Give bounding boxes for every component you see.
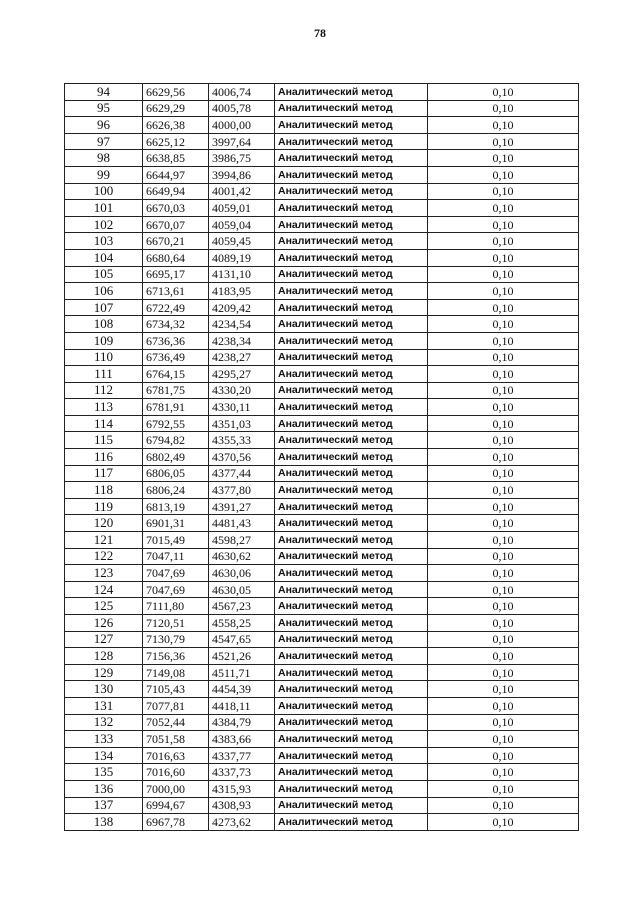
accuracy-cell: 0,10 <box>428 797 579 814</box>
y-coordinate-cell: 4391,27 <box>209 498 275 515</box>
table-row <box>65 498 579 515</box>
x-coordinate-cell: 6813,19 <box>143 498 209 515</box>
accuracy-cell: 0,10 <box>428 117 579 134</box>
table-row <box>65 216 579 233</box>
method-cell: Аналитический метод <box>275 565 428 582</box>
point-number-cell: 95 <box>65 100 143 117</box>
table-row <box>65 432 579 449</box>
method-cell: Аналитический метод <box>275 515 428 532</box>
table-row <box>65 200 579 217</box>
accuracy-cell: 0,10 <box>428 780 579 797</box>
point-number-cell: 137 <box>65 797 143 814</box>
point-number-cell: 104 <box>65 249 143 266</box>
method-cell: Аналитический метод <box>275 382 428 399</box>
table-row <box>65 249 579 266</box>
table-row <box>65 780 579 797</box>
x-coordinate-cell: 6901,31 <box>143 515 209 532</box>
y-coordinate-cell: 4567,23 <box>209 598 275 615</box>
accuracy-cell: 0,10 <box>428 498 579 515</box>
accuracy-cell: 0,10 <box>428 283 579 300</box>
method-cell: Аналитический метод <box>275 283 428 300</box>
y-coordinate-cell: 4630,06 <box>209 565 275 582</box>
table-row <box>65 465 579 482</box>
point-number-cell: 97 <box>65 133 143 150</box>
point-number-cell: 113 <box>65 399 143 416</box>
accuracy-cell: 0,10 <box>428 84 579 101</box>
accuracy-cell: 0,10 <box>428 382 579 399</box>
y-coordinate-cell: 4131,10 <box>209 266 275 283</box>
point-number-cell: 135 <box>65 764 143 781</box>
accuracy-cell: 0,10 <box>428 465 579 482</box>
method-cell: Аналитический метод <box>275 548 428 565</box>
x-coordinate-cell: 6670,03 <box>143 200 209 217</box>
table-row <box>65 681 579 698</box>
method-cell: Аналитический метод <box>275 316 428 333</box>
x-coordinate-cell: 7047,69 <box>143 581 209 598</box>
method-cell: Аналитический метод <box>275 200 428 217</box>
method-cell: Аналитический метод <box>275 216 428 233</box>
accuracy-cell: 0,10 <box>428 249 579 266</box>
method-cell: Аналитический метод <box>275 764 428 781</box>
method-cell: Аналитический метод <box>275 366 428 383</box>
point-number-cell: 127 <box>65 631 143 648</box>
method-cell: Аналитический метод <box>275 581 428 598</box>
x-coordinate-cell: 6806,05 <box>143 465 209 482</box>
accuracy-cell: 0,10 <box>428 515 579 532</box>
accuracy-cell: 0,10 <box>428 216 579 233</box>
y-coordinate-cell: 4001,42 <box>209 183 275 200</box>
point-number-cell: 134 <box>65 747 143 764</box>
y-coordinate-cell: 4308,93 <box>209 797 275 814</box>
accuracy-cell: 0,10 <box>428 399 579 416</box>
x-coordinate-cell: 6629,29 <box>143 100 209 117</box>
accuracy-cell: 0,10 <box>428 747 579 764</box>
point-number-cell: 126 <box>65 615 143 632</box>
accuracy-cell: 0,10 <box>428 449 579 466</box>
x-coordinate-cell: 7016,63 <box>143 747 209 764</box>
point-number-cell: 105 <box>65 266 143 283</box>
point-number-cell: 117 <box>65 465 143 482</box>
table-row <box>65 631 579 648</box>
x-coordinate-cell: 7015,49 <box>143 532 209 549</box>
point-number-cell: 121 <box>65 532 143 549</box>
accuracy-cell: 0,10 <box>428 681 579 698</box>
method-cell: Аналитический метод <box>275 648 428 665</box>
table-row <box>65 233 579 250</box>
y-coordinate-cell: 4418,11 <box>209 697 275 714</box>
accuracy-cell: 0,10 <box>428 183 579 200</box>
table-row <box>65 133 579 150</box>
accuracy-cell: 0,10 <box>428 764 579 781</box>
x-coordinate-cell: 6625,12 <box>143 133 209 150</box>
method-cell: Аналитический метод <box>275 449 428 466</box>
point-number-cell: 131 <box>65 697 143 714</box>
accuracy-cell: 0,10 <box>428 814 579 831</box>
point-number-cell: 111 <box>65 366 143 383</box>
y-coordinate-cell: 4547,65 <box>209 631 275 648</box>
table-row <box>65 814 579 831</box>
y-coordinate-cell: 4273,62 <box>209 814 275 831</box>
method-cell: Аналитический метод <box>275 714 428 731</box>
y-coordinate-cell: 4005,78 <box>209 100 275 117</box>
accuracy-cell: 0,10 <box>428 598 579 615</box>
table-row <box>65 581 579 598</box>
y-coordinate-cell: 3997,64 <box>209 133 275 150</box>
table-row <box>65 532 579 549</box>
y-coordinate-cell: 4238,34 <box>209 332 275 349</box>
page-number: 78 <box>314 26 326 40</box>
y-coordinate-cell: 4337,73 <box>209 764 275 781</box>
y-coordinate-cell: 4454,39 <box>209 681 275 698</box>
x-coordinate-cell: 6736,36 <box>143 332 209 349</box>
x-coordinate-cell: 7052,44 <box>143 714 209 731</box>
x-coordinate-cell: 7105,43 <box>143 681 209 698</box>
x-coordinate-cell: 7000,00 <box>143 780 209 797</box>
accuracy-cell: 0,10 <box>428 664 579 681</box>
y-coordinate-cell: 3994,86 <box>209 166 275 183</box>
point-number-cell: 120 <box>65 515 143 532</box>
accuracy-cell: 0,10 <box>428 615 579 632</box>
table-row <box>65 349 579 366</box>
x-coordinate-cell: 7156,36 <box>143 648 209 665</box>
table-row <box>65 84 579 101</box>
y-coordinate-cell: 4059,45 <box>209 233 275 250</box>
point-number-cell: 103 <box>65 233 143 250</box>
method-cell: Аналитический метод <box>275 780 428 797</box>
table-row <box>65 117 579 134</box>
method-cell: Аналитический метод <box>275 133 428 150</box>
table-row <box>65 166 579 183</box>
method-cell: Аналитический метод <box>275 399 428 416</box>
point-number-cell: 114 <box>65 415 143 432</box>
point-number-cell: 107 <box>65 299 143 316</box>
accuracy-cell: 0,10 <box>428 565 579 582</box>
table-row <box>65 714 579 731</box>
point-number-cell: 132 <box>65 714 143 731</box>
table-row <box>65 299 579 316</box>
accuracy-cell: 0,10 <box>428 548 579 565</box>
method-cell: Аналитический метод <box>275 249 428 266</box>
method-cell: Аналитический метод <box>275 150 428 167</box>
table-row <box>65 399 579 416</box>
table-row <box>65 548 579 565</box>
table-row <box>65 697 579 714</box>
method-cell: Аналитический метод <box>275 465 428 482</box>
y-coordinate-cell: 4630,05 <box>209 581 275 598</box>
point-number-cell: 102 <box>65 216 143 233</box>
point-number-cell: 112 <box>65 382 143 399</box>
point-number-cell: 94 <box>65 84 143 101</box>
method-cell: Аналитический метод <box>275 299 428 316</box>
y-coordinate-cell: 4383,66 <box>209 731 275 748</box>
x-coordinate-cell: 6806,24 <box>143 482 209 499</box>
point-number-cell: 119 <box>65 498 143 515</box>
table-row <box>65 598 579 615</box>
method-cell: Аналитический метод <box>275 183 428 200</box>
point-number-cell: 96 <box>65 117 143 134</box>
x-coordinate-cell: 6695,17 <box>143 266 209 283</box>
point-number-cell: 129 <box>65 664 143 681</box>
point-number-cell: 109 <box>65 332 143 349</box>
table-row <box>65 648 579 665</box>
y-coordinate-cell: 4059,04 <box>209 216 275 233</box>
table-row <box>65 565 579 582</box>
x-coordinate-cell: 7130,79 <box>143 631 209 648</box>
y-coordinate-cell: 4006,74 <box>209 84 275 101</box>
x-coordinate-cell: 6713,61 <box>143 283 209 300</box>
method-cell: Аналитический метод <box>275 415 428 432</box>
point-number-cell: 128 <box>65 648 143 665</box>
table-row <box>65 150 579 167</box>
method-cell: Аналитический метод <box>275 349 428 366</box>
accuracy-cell: 0,10 <box>428 266 579 283</box>
coordinates-table-body <box>65 84 579 831</box>
accuracy-cell: 0,10 <box>428 233 579 250</box>
y-coordinate-cell: 4183,95 <box>209 283 275 300</box>
y-coordinate-cell: 4598,27 <box>209 532 275 549</box>
y-coordinate-cell: 4511,71 <box>209 664 275 681</box>
method-cell: Аналитический метод <box>275 697 428 714</box>
x-coordinate-cell: 6967,78 <box>143 814 209 831</box>
method-cell: Аналитический метод <box>275 432 428 449</box>
y-coordinate-cell: 4384,79 <box>209 714 275 731</box>
point-number-cell: 106 <box>65 283 143 300</box>
table-row <box>65 797 579 814</box>
x-coordinate-cell: 7077,81 <box>143 697 209 714</box>
table-row <box>65 183 579 200</box>
accuracy-cell: 0,10 <box>428 100 579 117</box>
method-cell: Аналитический метод <box>275 117 428 134</box>
accuracy-cell: 0,10 <box>428 731 579 748</box>
accuracy-cell: 0,10 <box>428 532 579 549</box>
point-number-cell: 100 <box>65 183 143 200</box>
y-coordinate-cell: 4295,27 <box>209 366 275 383</box>
method-cell: Аналитический метод <box>275 681 428 698</box>
x-coordinate-cell: 7016,60 <box>143 764 209 781</box>
table-row <box>65 615 579 632</box>
table-row <box>65 449 579 466</box>
table-row <box>65 100 579 117</box>
x-coordinate-cell: 7051,58 <box>143 731 209 748</box>
point-number-cell: 108 <box>65 316 143 333</box>
method-cell: Аналитический метод <box>275 747 428 764</box>
x-coordinate-cell: 6629,56 <box>143 84 209 101</box>
table-row <box>65 316 579 333</box>
method-cell: Аналитический метод <box>275 731 428 748</box>
table-row <box>65 415 579 432</box>
accuracy-cell: 0,10 <box>428 200 579 217</box>
table-row <box>65 366 579 383</box>
table-row <box>65 664 579 681</box>
y-coordinate-cell: 4481,43 <box>209 515 275 532</box>
accuracy-cell: 0,10 <box>428 299 579 316</box>
x-coordinate-cell: 6670,21 <box>143 233 209 250</box>
point-number-cell: 124 <box>65 581 143 598</box>
y-coordinate-cell: 4000,00 <box>209 117 275 134</box>
table-row <box>65 482 579 499</box>
coordinates-table <box>64 83 579 831</box>
table-row <box>65 266 579 283</box>
x-coordinate-cell: 6644,97 <box>143 166 209 183</box>
y-coordinate-cell: 4355,33 <box>209 432 275 449</box>
point-number-cell: 133 <box>65 731 143 748</box>
method-cell: Аналитический метод <box>275 797 428 814</box>
accuracy-cell: 0,10 <box>428 581 579 598</box>
method-cell: Аналитический метод <box>275 332 428 349</box>
method-cell: Аналитический метод <box>275 814 428 831</box>
x-coordinate-cell: 7111,80 <box>143 598 209 615</box>
x-coordinate-cell: 6781,75 <box>143 382 209 399</box>
point-number-cell: 125 <box>65 598 143 615</box>
y-coordinate-cell: 4330,20 <box>209 382 275 399</box>
y-coordinate-cell: 4630,62 <box>209 548 275 565</box>
method-cell: Аналитический метод <box>275 233 428 250</box>
x-coordinate-cell: 6722,49 <box>143 299 209 316</box>
accuracy-cell: 0,10 <box>428 482 579 499</box>
method-cell: Аналитический метод <box>275 498 428 515</box>
x-coordinate-cell: 6638,85 <box>143 150 209 167</box>
table-row <box>65 764 579 781</box>
y-coordinate-cell: 4330,11 <box>209 399 275 416</box>
accuracy-cell: 0,10 <box>428 150 579 167</box>
x-coordinate-cell: 6802,49 <box>143 449 209 466</box>
y-coordinate-cell: 4209,42 <box>209 299 275 316</box>
x-coordinate-cell: 6994,67 <box>143 797 209 814</box>
accuracy-cell: 0,10 <box>428 714 579 731</box>
method-cell: Аналитический метод <box>275 598 428 615</box>
method-cell: Аналитический метод <box>275 664 428 681</box>
y-coordinate-cell: 4377,80 <box>209 482 275 499</box>
accuracy-cell: 0,10 <box>428 166 579 183</box>
x-coordinate-cell: 7047,69 <box>143 565 209 582</box>
accuracy-cell: 0,10 <box>428 332 579 349</box>
table-row <box>65 731 579 748</box>
accuracy-cell: 0,10 <box>428 316 579 333</box>
x-coordinate-cell: 6626,38 <box>143 117 209 134</box>
table-row <box>65 515 579 532</box>
method-cell: Аналитический метод <box>275 266 428 283</box>
table-row <box>65 283 579 300</box>
y-coordinate-cell: 4337,77 <box>209 747 275 764</box>
accuracy-cell: 0,10 <box>428 133 579 150</box>
method-cell: Аналитический метод <box>275 166 428 183</box>
x-coordinate-cell: 6649,94 <box>143 183 209 200</box>
x-coordinate-cell: 6734,32 <box>143 316 209 333</box>
method-cell: Аналитический метод <box>275 100 428 117</box>
point-number-cell: 118 <box>65 482 143 499</box>
x-coordinate-cell: 6794,82 <box>143 432 209 449</box>
x-coordinate-cell: 7047,11 <box>143 548 209 565</box>
accuracy-cell: 0,10 <box>428 349 579 366</box>
y-coordinate-cell: 4238,27 <box>209 349 275 366</box>
y-coordinate-cell: 4558,25 <box>209 615 275 632</box>
y-coordinate-cell: 4351,03 <box>209 415 275 432</box>
point-number-cell: 115 <box>65 432 143 449</box>
y-coordinate-cell: 3986,75 <box>209 150 275 167</box>
method-cell: Аналитический метод <box>275 631 428 648</box>
accuracy-cell: 0,10 <box>428 648 579 665</box>
accuracy-cell: 0,10 <box>428 631 579 648</box>
x-coordinate-cell: 7120,51 <box>143 615 209 632</box>
x-coordinate-cell: 6764,15 <box>143 366 209 383</box>
y-coordinate-cell: 4377,44 <box>209 465 275 482</box>
x-coordinate-cell: 6792,55 <box>143 415 209 432</box>
point-number-cell: 123 <box>65 565 143 582</box>
accuracy-cell: 0,10 <box>428 697 579 714</box>
point-number-cell: 116 <box>65 449 143 466</box>
point-number-cell: 99 <box>65 166 143 183</box>
point-number-cell: 130 <box>65 681 143 698</box>
x-coordinate-cell: 6736,49 <box>143 349 209 366</box>
y-coordinate-cell: 4370,56 <box>209 449 275 466</box>
y-coordinate-cell: 4315,93 <box>209 780 275 797</box>
x-coordinate-cell: 6680,64 <box>143 249 209 266</box>
point-number-cell: 136 <box>65 780 143 797</box>
accuracy-cell: 0,10 <box>428 415 579 432</box>
method-cell: Аналитический метод <box>275 615 428 632</box>
table-row <box>65 332 579 349</box>
y-coordinate-cell: 4234,54 <box>209 316 275 333</box>
x-coordinate-cell: 7149,08 <box>143 664 209 681</box>
y-coordinate-cell: 4059,01 <box>209 200 275 217</box>
accuracy-cell: 0,10 <box>428 432 579 449</box>
point-number-cell: 122 <box>65 548 143 565</box>
method-cell: Аналитический метод <box>275 84 428 101</box>
point-number-cell: 110 <box>65 349 143 366</box>
x-coordinate-cell: 6670,07 <box>143 216 209 233</box>
point-number-cell: 138 <box>65 814 143 831</box>
table-row <box>65 382 579 399</box>
accuracy-cell: 0,10 <box>428 366 579 383</box>
x-coordinate-cell: 6781,91 <box>143 399 209 416</box>
table-row <box>65 747 579 764</box>
method-cell: Аналитический метод <box>275 532 428 549</box>
method-cell: Аналитический метод <box>275 482 428 499</box>
point-number-cell: 98 <box>65 150 143 167</box>
y-coordinate-cell: 4089,19 <box>209 249 275 266</box>
y-coordinate-cell: 4521,26 <box>209 648 275 665</box>
point-number-cell: 101 <box>65 200 143 217</box>
